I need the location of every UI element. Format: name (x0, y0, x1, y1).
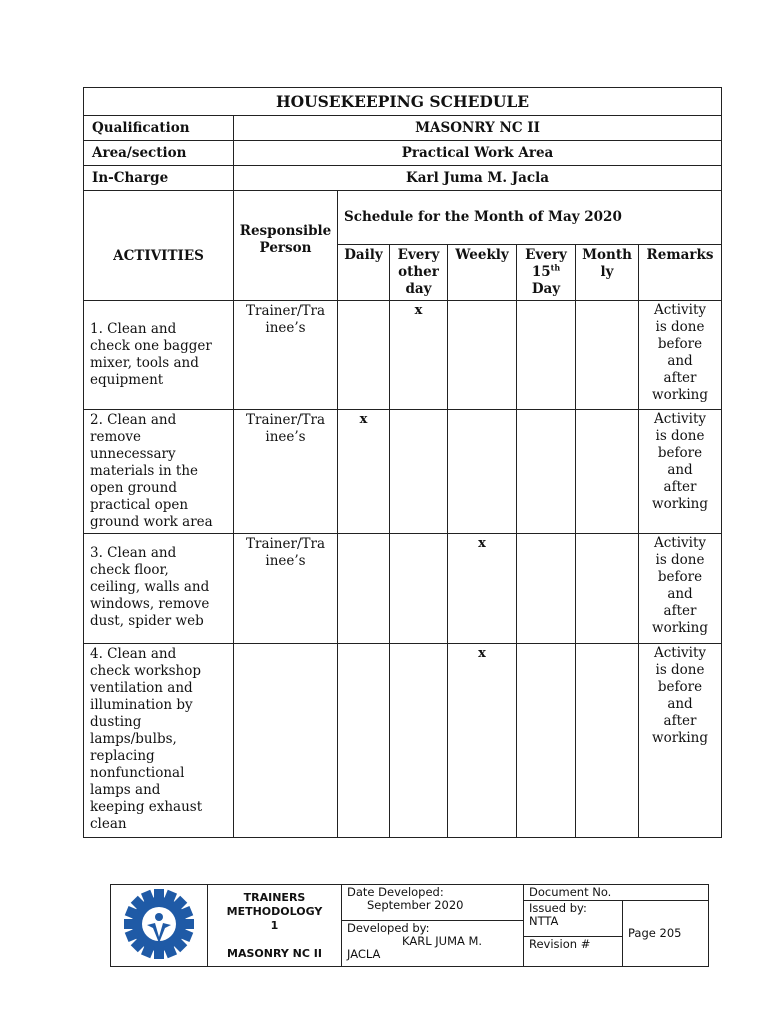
responsible-header-line1: Responsible (239, 222, 332, 239)
activity-line: check floor, (90, 562, 169, 578)
remarks-line: and (667, 353, 693, 369)
remarks-line: before (657, 569, 703, 585)
monthly-header (576, 245, 639, 301)
every-other-day-mark (390, 410, 448, 534)
every-15th-header (517, 245, 576, 301)
every-other-day-mark (390, 534, 448, 644)
responsible-cell (234, 301, 338, 410)
responsible-cell (234, 644, 338, 838)
area-label: Area/section (84, 141, 234, 166)
every-15th-num: 15 (531, 264, 551, 280)
activity-line: ventilation and (90, 680, 193, 696)
tm-line2: METHODOLOGY (226, 904, 323, 918)
activity-line: unnecessary (90, 446, 176, 462)
incharge-value: Karl Juma M. Jacla (234, 166, 722, 191)
monthly-mark (576, 644, 639, 838)
monthly-mark (576, 410, 639, 534)
activity-line: materials in the (90, 463, 199, 479)
activity-line: ground work area (90, 514, 213, 530)
developed-by-value-1: KARL JUMA M. (402, 934, 483, 948)
remarks-line: Activity (653, 302, 707, 318)
responsible-header-line2: Person (259, 239, 312, 256)
activity-cell (84, 644, 234, 838)
remarks-cell (639, 301, 722, 410)
every-other-day-mark: x (390, 301, 448, 410)
responsible-line: inee’s (265, 429, 306, 445)
issued-by-value: NTTA (529, 914, 559, 928)
activity-line: check workshop (90, 663, 201, 679)
tm-line4: MASONRY NC II (227, 946, 322, 960)
remarks-cell (639, 644, 722, 838)
qualification-label: Qualification (84, 116, 234, 141)
activity-line: open ground (90, 480, 177, 496)
activity-line: clean (90, 816, 127, 832)
tm-line3: 1 (270, 918, 279, 932)
responsible-line: inee’s (265, 320, 306, 336)
remarks-line: working (652, 620, 708, 636)
remarks-line: after (663, 713, 697, 729)
daily-mark (338, 644, 390, 838)
daily-mark (338, 301, 390, 410)
activity-line: illumination by (90, 697, 193, 713)
document-footer (110, 884, 709, 967)
activity-line: remove (90, 429, 141, 445)
activity-line: practical open (90, 497, 189, 513)
activity-line: nonfunctional (90, 765, 185, 781)
responsible-header (234, 191, 338, 301)
activity-line: 4. Clean and (90, 646, 177, 662)
activity-line: windows, remove (90, 596, 210, 612)
remarks-line: working (652, 387, 708, 403)
developed-by-label: Developed by: (347, 921, 430, 935)
responsible-line: Trainer/Tra (245, 303, 326, 319)
every-15th-sup: th (550, 262, 561, 273)
activity-line: ceiling, walls and (90, 579, 210, 595)
developed-by-value-2: JACLA (347, 947, 381, 961)
monthly-mark (576, 301, 639, 410)
remarks-line: Activity (653, 645, 707, 661)
activity-line: lamps and (90, 782, 161, 798)
activity-line: 2. Clean and (90, 412, 177, 428)
every-other-day-line3: day (405, 281, 432, 297)
every-15th-mark (517, 644, 576, 838)
remarks-line: after (663, 603, 697, 619)
activity-cell (84, 301, 234, 410)
activity-line: lamps/bulbs, (90, 731, 177, 747)
tesda-logo (111, 885, 208, 967)
every-15th-line3: Day (531, 281, 561, 297)
remarks-line: and (667, 586, 693, 602)
remarks-line: and (667, 462, 693, 478)
remarks-line: before (657, 336, 703, 352)
activity-line: mixer, tools and (90, 355, 199, 371)
remarks-header: Remarks (639, 245, 722, 301)
every-other-day-line1: Every (397, 247, 440, 263)
monthly-line1: Month (582, 247, 632, 263)
date-developed-label: Date Developed: (347, 885, 444, 899)
issued-by-label: Issued by: (529, 901, 587, 915)
responsible-cell (234, 534, 338, 644)
incharge-label: In-Charge (84, 166, 234, 191)
activity-line: check one bagger (90, 338, 212, 354)
every-15th-mark (517, 301, 576, 410)
activity-line: equipment (90, 372, 164, 388)
remarks-line: is done (655, 662, 705, 678)
weekly-header: Weekly (448, 245, 517, 301)
remarks-cell (639, 534, 722, 644)
developed-by-cell (342, 921, 524, 967)
issued-by-cell (524, 901, 623, 937)
qualification-value: MASONRY NC II (234, 116, 722, 141)
remarks-line: working (652, 730, 708, 746)
document-title: HOUSEKEEPING SCHEDULE (84, 88, 722, 116)
remarks-line: Activity (653, 411, 707, 427)
revision-cell: Revision # (524, 937, 623, 967)
activity-line: dusting (90, 714, 142, 730)
remarks-line: working (652, 496, 708, 512)
activity-line: 1. Clean and (90, 321, 177, 337)
weekly-mark: x (448, 534, 517, 644)
activities-header-text: ACTIVITIES (113, 248, 204, 264)
remarks-cell (639, 410, 722, 534)
page-number: Page 205 (623, 901, 709, 967)
every-15th-line2 (517, 264, 575, 281)
monthly-mark (576, 534, 639, 644)
remarks-line: after (663, 479, 697, 495)
every-other-day-header (390, 245, 448, 301)
activity-cell (84, 534, 234, 644)
every-15th-line1: Every (525, 247, 567, 263)
date-developed-value: September 2020 (367, 898, 464, 912)
date-developed-cell (342, 885, 524, 921)
remarks-line: and (667, 696, 693, 712)
remarks-line: is done (655, 552, 705, 568)
daily-header: Daily (338, 245, 390, 301)
remarks-line: before (657, 679, 703, 695)
daily-mark (338, 534, 390, 644)
activities-header (84, 191, 234, 301)
every-15th-mark (517, 410, 576, 534)
responsible-line: Trainer/Tra (245, 536, 326, 552)
responsible-cell (234, 410, 338, 534)
every-other-day-mark (390, 644, 448, 838)
housekeeping-schedule-table (83, 87, 722, 838)
activity-line: 3. Clean and (90, 545, 177, 561)
weekly-mark: x (448, 644, 517, 838)
weekly-mark (448, 410, 517, 534)
gear-logo-icon (123, 888, 195, 960)
activity-line: keeping exhaust (90, 799, 203, 815)
remarks-line: before (657, 445, 703, 461)
daily-mark: x (338, 410, 390, 534)
activity-cell (84, 410, 234, 534)
monthly-line2: ly (600, 264, 614, 280)
responsible-line: inee’s (265, 553, 306, 569)
remarks-line: after (663, 370, 697, 386)
tm-line1: TRAINERS (243, 890, 306, 904)
schedule-month-header: Schedule for the Month of May 2020 (338, 191, 722, 245)
trainers-methodology-cell (208, 885, 342, 967)
document-no-cell: Document No. (524, 885, 709, 901)
responsible-line: Trainer/Tra (245, 412, 326, 428)
remarks-line: is done (655, 428, 705, 444)
area-value: Practical Work Area (234, 141, 722, 166)
every-15th-mark (517, 534, 576, 644)
weekly-mark (448, 301, 517, 410)
activity-line: replacing (90, 748, 155, 764)
remarks-line: is done (655, 319, 705, 335)
every-other-day-line2: other (398, 264, 439, 280)
activity-line: dust, spider web (90, 613, 204, 629)
remarks-line: Activity (653, 535, 707, 551)
